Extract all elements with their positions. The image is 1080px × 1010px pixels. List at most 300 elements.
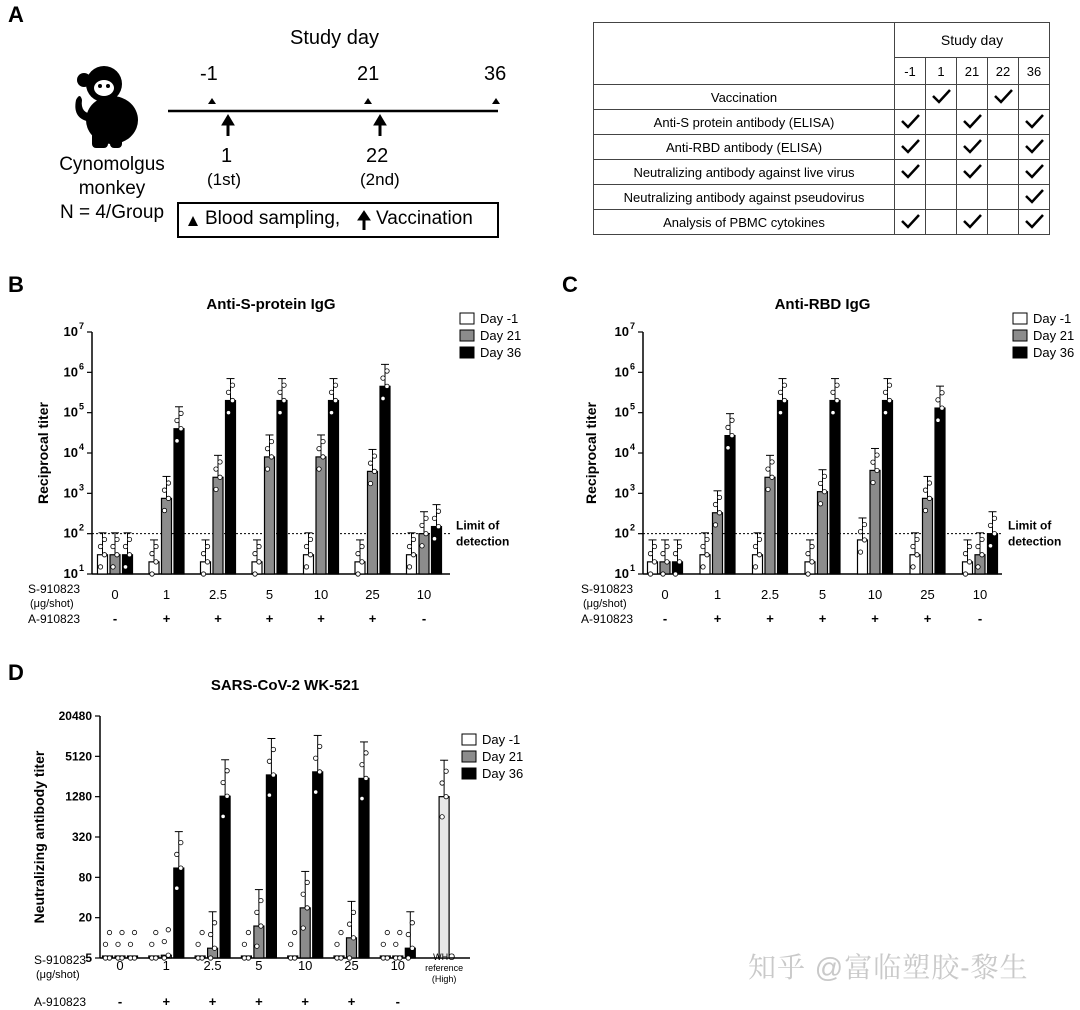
data-point	[440, 781, 444, 785]
bar	[778, 401, 788, 574]
data-point	[936, 398, 940, 402]
bar	[98, 555, 108, 574]
data-point	[652, 560, 656, 564]
y-tick-label: 320	[71, 830, 92, 844]
bar	[910, 555, 920, 574]
data-point	[992, 531, 996, 535]
x-tick-label: 10	[313, 587, 329, 602]
table-day-0: -1	[895, 58, 926, 85]
bar	[300, 908, 310, 958]
data-point	[360, 796, 364, 800]
adjuvant-mark: +	[347, 994, 356, 1009]
data-point	[317, 467, 321, 471]
data-point	[806, 572, 810, 576]
data-point	[107, 930, 111, 934]
table-day-2: 21	[957, 58, 988, 85]
legend-swatch	[1013, 313, 1027, 324]
data-point	[212, 921, 216, 925]
data-point	[967, 560, 971, 564]
data-point	[293, 930, 297, 934]
data-point	[356, 551, 360, 555]
adjuvant-mark: +	[871, 611, 879, 626]
table-check-cell	[926, 110, 957, 135]
table-check-cell	[988, 85, 1019, 110]
y-tick-label: 5120	[65, 749, 92, 764]
check-icon	[961, 112, 983, 130]
y-tick-exponent: 7	[79, 321, 85, 331]
data-point	[381, 942, 385, 946]
bar	[380, 386, 390, 574]
legend-item: Day 36	[480, 345, 522, 360]
data-point	[123, 544, 127, 548]
data-point	[339, 930, 343, 934]
data-point	[385, 956, 389, 960]
data-point	[927, 481, 931, 485]
blood-marker-1	[208, 98, 216, 104]
table-check-cell	[957, 160, 988, 185]
y-tick-exponent: 4	[630, 442, 636, 452]
data-point	[175, 418, 179, 422]
data-point	[665, 544, 669, 548]
bar	[313, 772, 323, 958]
data-point	[150, 551, 154, 555]
data-point	[360, 544, 364, 548]
table-row	[594, 185, 1050, 210]
data-point	[116, 942, 120, 946]
dose-unit-label: (μg/shot)	[36, 969, 80, 981]
data-point	[753, 544, 757, 548]
data-point	[214, 487, 218, 491]
x-tick-label: 10	[972, 587, 988, 602]
data-point	[988, 523, 992, 527]
data-point	[179, 840, 183, 844]
legend-item: Day -1	[482, 732, 521, 747]
data-point	[175, 439, 179, 443]
data-point	[648, 551, 652, 555]
data-point	[677, 544, 681, 548]
data-point	[911, 565, 915, 569]
panel-b-letter: B	[8, 272, 24, 297]
data-point	[225, 794, 229, 798]
data-point	[726, 446, 730, 450]
study-day-title: Study day	[290, 27, 379, 49]
data-point	[267, 793, 271, 797]
y-tick-label: 10	[614, 566, 629, 581]
data-point	[927, 496, 931, 500]
data-point	[175, 886, 179, 890]
data-point	[226, 390, 230, 394]
data-point	[253, 572, 257, 576]
data-point	[915, 537, 919, 541]
data-point	[154, 544, 158, 548]
adjuvant-mark: +	[208, 994, 217, 1009]
bar	[359, 778, 369, 958]
data-point	[208, 932, 212, 936]
vacc-note-2: (2nd)	[360, 170, 400, 189]
data-point	[166, 953, 170, 957]
data-point	[120, 930, 124, 934]
x-tick-label: 5	[255, 958, 263, 973]
table-check-cell	[926, 210, 957, 235]
chart-title: Anti-S-protein IgG	[206, 296, 336, 313]
bar	[830, 401, 840, 574]
data-point	[858, 550, 862, 554]
adjuvant-mark: +	[713, 611, 722, 626]
data-point	[911, 544, 915, 548]
check-icon	[1023, 162, 1045, 180]
data-point	[705, 553, 709, 557]
data-point	[259, 898, 263, 902]
data-point	[432, 516, 436, 520]
bar	[254, 926, 264, 958]
check-icon	[899, 137, 921, 155]
legend-item: Day -1	[480, 311, 519, 326]
watermark: 知乎 @富临塑胶-黎生	[748, 952, 1029, 983]
data-point	[282, 383, 286, 387]
x-tick-label: 5	[818, 587, 827, 602]
panel-c-letter: C	[562, 272, 578, 297]
data-point	[218, 460, 222, 464]
data-point	[782, 398, 786, 402]
check-icon	[961, 212, 983, 230]
data-point	[259, 924, 263, 928]
x-tick-label: 10	[297, 958, 313, 973]
x-tick-label: 1	[713, 587, 722, 602]
data-point	[976, 565, 980, 569]
bar	[432, 527, 442, 574]
y-tick-label: 5	[85, 951, 92, 965]
y-tick-label: 10	[614, 485, 629, 501]
data-point	[652, 544, 656, 548]
data-point	[314, 790, 318, 794]
data-point	[356, 572, 360, 576]
data-point	[308, 537, 312, 541]
y-tick-exponent: 1	[630, 563, 636, 573]
data-point	[269, 455, 273, 459]
data-point	[988, 544, 992, 548]
data-point	[205, 544, 209, 548]
table-row	[594, 210, 1050, 235]
adjuvant-mark: +	[818, 611, 827, 626]
data-point	[246, 956, 250, 960]
data-point	[424, 516, 428, 520]
bar	[935, 408, 945, 574]
adjuvant-mark: -	[421, 611, 427, 626]
table-check-cell	[957, 185, 988, 210]
vacc-note-1: (1st)	[207, 170, 241, 189]
data-point	[364, 776, 368, 780]
table-header: Study day	[895, 23, 1050, 58]
chart-title: SARS-CoV-2 WK-521	[210, 677, 360, 694]
bar	[304, 555, 314, 574]
data-point	[411, 537, 415, 541]
bar	[277, 401, 287, 574]
data-point	[179, 866, 183, 870]
legend-swatch	[1013, 347, 1027, 358]
data-point	[271, 773, 275, 777]
data-point	[329, 410, 333, 414]
table-corner	[594, 23, 895, 85]
data-point	[317, 446, 321, 450]
data-point	[992, 516, 996, 520]
data-point	[757, 553, 761, 557]
bar	[347, 938, 357, 958]
vacc-day-1: 1	[221, 145, 233, 167]
data-point	[770, 475, 774, 479]
x-tick-label: 2.5	[203, 958, 222, 973]
legend-item: Day 36	[1033, 345, 1075, 360]
x-tick-label: 25	[365, 587, 380, 602]
animal-species: Cynomolgus	[59, 154, 165, 175]
table-check-cell	[957, 135, 988, 160]
data-point	[269, 439, 273, 443]
animal-n: N = 4/Group	[59, 202, 165, 223]
bar	[419, 534, 429, 574]
data-point	[205, 560, 209, 564]
data-point	[289, 942, 293, 946]
dose-row-label: S-910823	[28, 582, 81, 596]
data-point	[301, 892, 305, 896]
panel-a-letter: A	[8, 2, 24, 27]
data-point	[115, 553, 119, 557]
x-tick-label: 25	[920, 587, 935, 602]
data-point	[806, 551, 810, 555]
data-point	[221, 780, 225, 784]
table-check-cell	[988, 110, 1019, 135]
bar	[725, 436, 735, 574]
data-point	[372, 469, 376, 473]
table-row	[594, 110, 1050, 135]
data-point	[305, 906, 309, 910]
legend-item: Day -1	[1033, 311, 1072, 326]
legend-swatch	[460, 313, 474, 324]
data-point	[368, 461, 372, 465]
data-point	[339, 956, 343, 960]
x-tick-label: 1	[162, 587, 171, 602]
data-point	[318, 770, 322, 774]
adjuvant-mark: +	[162, 611, 171, 626]
table-check-cell	[1019, 85, 1050, 110]
data-point	[778, 390, 782, 394]
data-point	[162, 939, 166, 943]
y-tick-label: 20480	[58, 709, 92, 723]
data-point	[253, 551, 257, 555]
data-point	[410, 921, 414, 925]
data-point	[318, 744, 322, 748]
data-point	[212, 946, 216, 950]
table-check-cell	[1019, 185, 1050, 210]
x-tick-label: 1	[162, 958, 170, 973]
table-day-4: 36	[1019, 58, 1050, 85]
data-point	[255, 944, 259, 948]
data-point	[214, 467, 218, 471]
data-point	[150, 942, 154, 946]
data-point	[766, 467, 770, 471]
data-point	[835, 398, 839, 402]
data-point	[111, 565, 115, 569]
data-point	[883, 410, 887, 414]
data-point	[871, 480, 875, 484]
check-icon	[930, 87, 952, 105]
data-point	[677, 560, 681, 564]
check-icon	[899, 112, 921, 130]
lod-label: detection	[1008, 534, 1062, 549]
data-point	[440, 815, 444, 819]
data-point	[661, 572, 665, 576]
table-check-cell	[895, 110, 926, 135]
adjuvant-row-label: A-910823	[34, 995, 87, 1009]
dose-row-label: S-910823	[34, 953, 87, 967]
data-point	[887, 398, 891, 402]
bar	[174, 868, 184, 958]
monkey-icon	[75, 66, 138, 148]
check-icon	[899, 162, 921, 180]
chart-title: Anti-RBD IgG	[774, 296, 871, 313]
data-point	[127, 537, 131, 541]
dose-row-label: S-910823	[581, 582, 634, 596]
data-point	[166, 928, 170, 932]
adjuvant-mark: +	[766, 611, 774, 626]
data-point	[246, 930, 250, 934]
data-point	[713, 502, 717, 506]
y-tick-label: 1280	[65, 789, 92, 804]
check-icon	[899, 212, 921, 230]
data-point	[132, 930, 136, 934]
data-point	[154, 956, 158, 960]
bar	[226, 401, 236, 574]
check-icon	[1023, 212, 1045, 230]
data-point	[875, 468, 879, 472]
y-tick-label: 10	[614, 364, 629, 380]
data-point	[411, 553, 415, 557]
data-point	[385, 369, 389, 373]
data-point	[175, 852, 179, 856]
data-point	[333, 383, 337, 387]
data-point	[385, 384, 389, 388]
check-icon	[1023, 187, 1045, 205]
table-day-1: 1	[926, 58, 957, 85]
data-point	[115, 537, 119, 541]
data-point	[420, 544, 424, 548]
adjuvant-mark: +	[317, 611, 325, 626]
data-point	[321, 455, 325, 459]
data-point	[963, 572, 967, 576]
data-point	[347, 922, 351, 926]
data-point	[98, 565, 102, 569]
x-tick-label: 10	[390, 958, 406, 973]
data-point	[432, 537, 436, 541]
data-point	[753, 565, 757, 569]
data-point	[831, 390, 835, 394]
data-point	[730, 433, 734, 437]
data-point	[305, 880, 309, 884]
table-check-cell	[895, 160, 926, 185]
dose-unit-label: (μg/shot)	[30, 598, 74, 610]
y-tick-exponent: 7	[630, 321, 636, 331]
data-point	[822, 474, 826, 478]
data-point	[394, 942, 398, 946]
data-point	[293, 956, 297, 960]
data-point	[766, 487, 770, 491]
data-point	[278, 410, 282, 414]
chart-neutralizing	[0, 670, 560, 1010]
lod-label: detection	[456, 534, 510, 549]
data-point	[364, 751, 368, 755]
data-point	[858, 529, 862, 533]
x-tick-label: 2.5	[760, 587, 780, 602]
bar	[220, 796, 230, 958]
table-row	[594, 135, 1050, 160]
data-point	[648, 572, 652, 576]
data-point	[940, 406, 944, 410]
data-point	[225, 769, 229, 773]
table-row-label: Neutralizing antibody against pseudovirus	[594, 185, 895, 210]
data-point	[665, 560, 669, 564]
data-point	[915, 553, 919, 557]
x-tick-label: 10	[867, 587, 883, 602]
table-check-cell	[926, 185, 957, 210]
dose-unit-label: (μg/shot)	[583, 598, 627, 610]
adjuvant-mark: +	[162, 994, 171, 1009]
data-point	[436, 509, 440, 513]
y-tick-exponent: 2	[79, 522, 85, 533]
data-point	[407, 544, 411, 548]
data-point	[226, 410, 230, 414]
adjuvant-mark: -	[112, 611, 118, 626]
table-check-cell	[988, 185, 1019, 210]
adjuvant-mark: -	[662, 611, 668, 626]
y-tick-label: 10	[614, 445, 629, 460]
adjuvant-mark: +	[301, 994, 309, 1009]
data-point	[304, 544, 308, 548]
data-point	[123, 565, 127, 569]
data-point	[875, 453, 879, 457]
adjuvant-mark: +	[214, 611, 222, 626]
y-tick-label: 10	[63, 404, 78, 420]
legend-swatch	[460, 347, 474, 358]
data-point	[385, 930, 389, 934]
data-point	[923, 488, 927, 492]
timeline-legend-vacc: Vaccination	[376, 208, 473, 229]
data-point	[883, 390, 887, 394]
y-axis-label: Neutralizing antibody titer	[31, 750, 47, 924]
check-icon	[961, 162, 983, 180]
day-label--1: -1	[200, 63, 218, 85]
table-check-cell	[1019, 210, 1050, 235]
table-check-cell	[895, 210, 926, 235]
bar	[407, 555, 417, 574]
vaccination-arrow-2-icon	[374, 115, 386, 136]
table-check-cell	[957, 210, 988, 235]
data-point	[132, 956, 136, 960]
data-point	[162, 508, 166, 512]
data-point	[862, 538, 866, 542]
y-tick-label: 10	[63, 525, 78, 541]
data-point	[179, 411, 183, 415]
data-point	[201, 551, 205, 555]
data-point	[963, 551, 967, 555]
vaccination-arrow-1-icon	[222, 115, 234, 136]
table-row-label: Neutralizing antibody against live virus	[594, 160, 895, 185]
bar	[266, 775, 276, 958]
table-row-label: Vaccination	[594, 85, 895, 110]
legend-item: Day 21	[482, 749, 524, 764]
data-point	[127, 553, 131, 557]
data-point	[726, 425, 730, 429]
bar	[265, 457, 275, 574]
data-point	[818, 502, 822, 506]
legend-swatch	[462, 734, 476, 745]
